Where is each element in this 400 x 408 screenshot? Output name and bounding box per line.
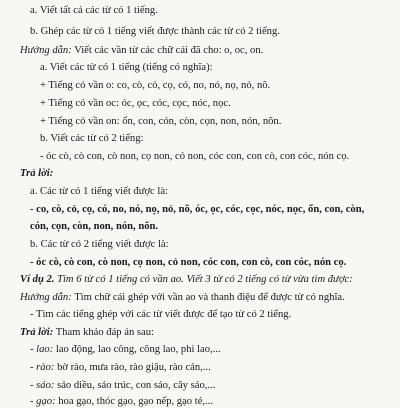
word-gao-line [30, 395, 213, 408]
word-lao-line [30, 343, 221, 356]
sub-a-line [40, 61, 213, 74]
word-label: - sáo: [30, 380, 55, 391]
word-sao-line [30, 379, 215, 392]
vowel-on-line [40, 115, 281, 128]
line-text: a. Viết các từ có 1 tiếng (tiếng có nghĩa): [40, 62, 213, 73]
line-text: - óc cò, cò con, cò non, cọ non, cỏ non, cóc con, con cò, con cóc, nón cọ. [40, 151, 350, 162]
word-label: - gạo: [30, 396, 56, 407]
line-text: Ghép các từ có 1 tiếng viết được thành các từ có 2 tiếng. [37, 26, 280, 37]
word-rao-line [30, 361, 211, 374]
word-label: - lao: [30, 344, 54, 355]
line-text: hoa gạo, thóc gạo, gạo nếp, gạo tẻ,... [55, 396, 213, 407]
answer-heading [20, 167, 53, 180]
answer-a-words-1 [30, 203, 364, 216]
line-text: sáo diều, sáo trúc, con sáo, cây sáo,... [54, 380, 216, 391]
guide-label: Hướng dẫn: [20, 45, 72, 56]
vowel-oc-line [40, 97, 231, 110]
two-syllable-line [40, 150, 349, 163]
line-text: cón, cọn, còn, non, nón, nõn. [30, 221, 159, 232]
line-text: Tham khảo đáp án sau: [53, 327, 154, 338]
answer-b-line [30, 238, 169, 251]
line-text: lao động, lao công, công lao, phi lao,... [53, 344, 221, 355]
line-text: a. Các từ có 1 tiếng viết được là: [30, 186, 168, 197]
line-text: + Tiếng có vần on: ốn, con, cón, còn, cọn, non, nón, nõn. [40, 116, 282, 127]
line-text: bờ rào, mưa rào, rào giậu, rào cản,... [54, 362, 211, 373]
task-b-line [30, 25, 280, 38]
line-text: Tìm chữ cái ghép với vần ao và thanh điệu để được từ có nghĩa. [71, 292, 345, 303]
guide-line-2 [20, 291, 345, 304]
word-label: - rào: [30, 362, 55, 373]
item-marker: b. [30, 26, 38, 37]
line-text: Tìm 6 từ có 1 tiếng có vần ao. Viết 3 từ có 2 tiếng có từ vừa tìm được: [54, 274, 353, 285]
answer-a-words-2 [30, 220, 158, 233]
task-a-line [30, 4, 158, 17]
line-text: - óc cò, cò con, cò non, cọ non, cỏ non, cóc con, con cò, con cóc, nón cọ. [30, 257, 347, 268]
line-text: - Tìm các tiếng ghép với các từ viết được để tạo từ có 2 tiếng. [30, 309, 292, 320]
answer-label: Trả lời: [20, 168, 54, 179]
line-text: Viết tất cả các từ có 1 tiếng. [37, 5, 158, 16]
guide-line [20, 44, 263, 57]
answer-a-line [30, 185, 168, 198]
example-2-line [20, 273, 353, 286]
answer-label: Trả lời: [20, 327, 54, 338]
line-text: b. Các từ có 2 tiếng viết được là: [30, 239, 169, 250]
line-text: - co, cò, cỏ, cọ, có, no, nó, nọ, nỏ, nõ, óc, ọc, cóc, cọc, nóc, nọc, ốn, con, còn, [30, 204, 365, 215]
line-text: + Tiếng có vần o: co, cò, cỏ, cọ, có, no, nó, nọ, nỏ, nõ. [40, 80, 271, 91]
answer-heading-2 [20, 326, 154, 339]
guide-step-line [30, 308, 291, 321]
line-text: Viết các vần từ các chữ cái đã cho: o, oc, on. [71, 45, 264, 56]
line-text: + Tiếng có vần oc: óc, ọc, cóc, cọc, nóc, nọc. [40, 98, 231, 109]
guide-label: Hướng dẫn: [20, 292, 72, 303]
sub-b-line [40, 132, 143, 145]
answer-b-words [30, 256, 346, 269]
vowel-o-line [40, 79, 270, 92]
item-marker: a. [30, 5, 38, 16]
example-label: Ví dụ 2. [20, 274, 55, 285]
line-text: b. Viết các từ có 2 tiếng: [40, 133, 144, 144]
